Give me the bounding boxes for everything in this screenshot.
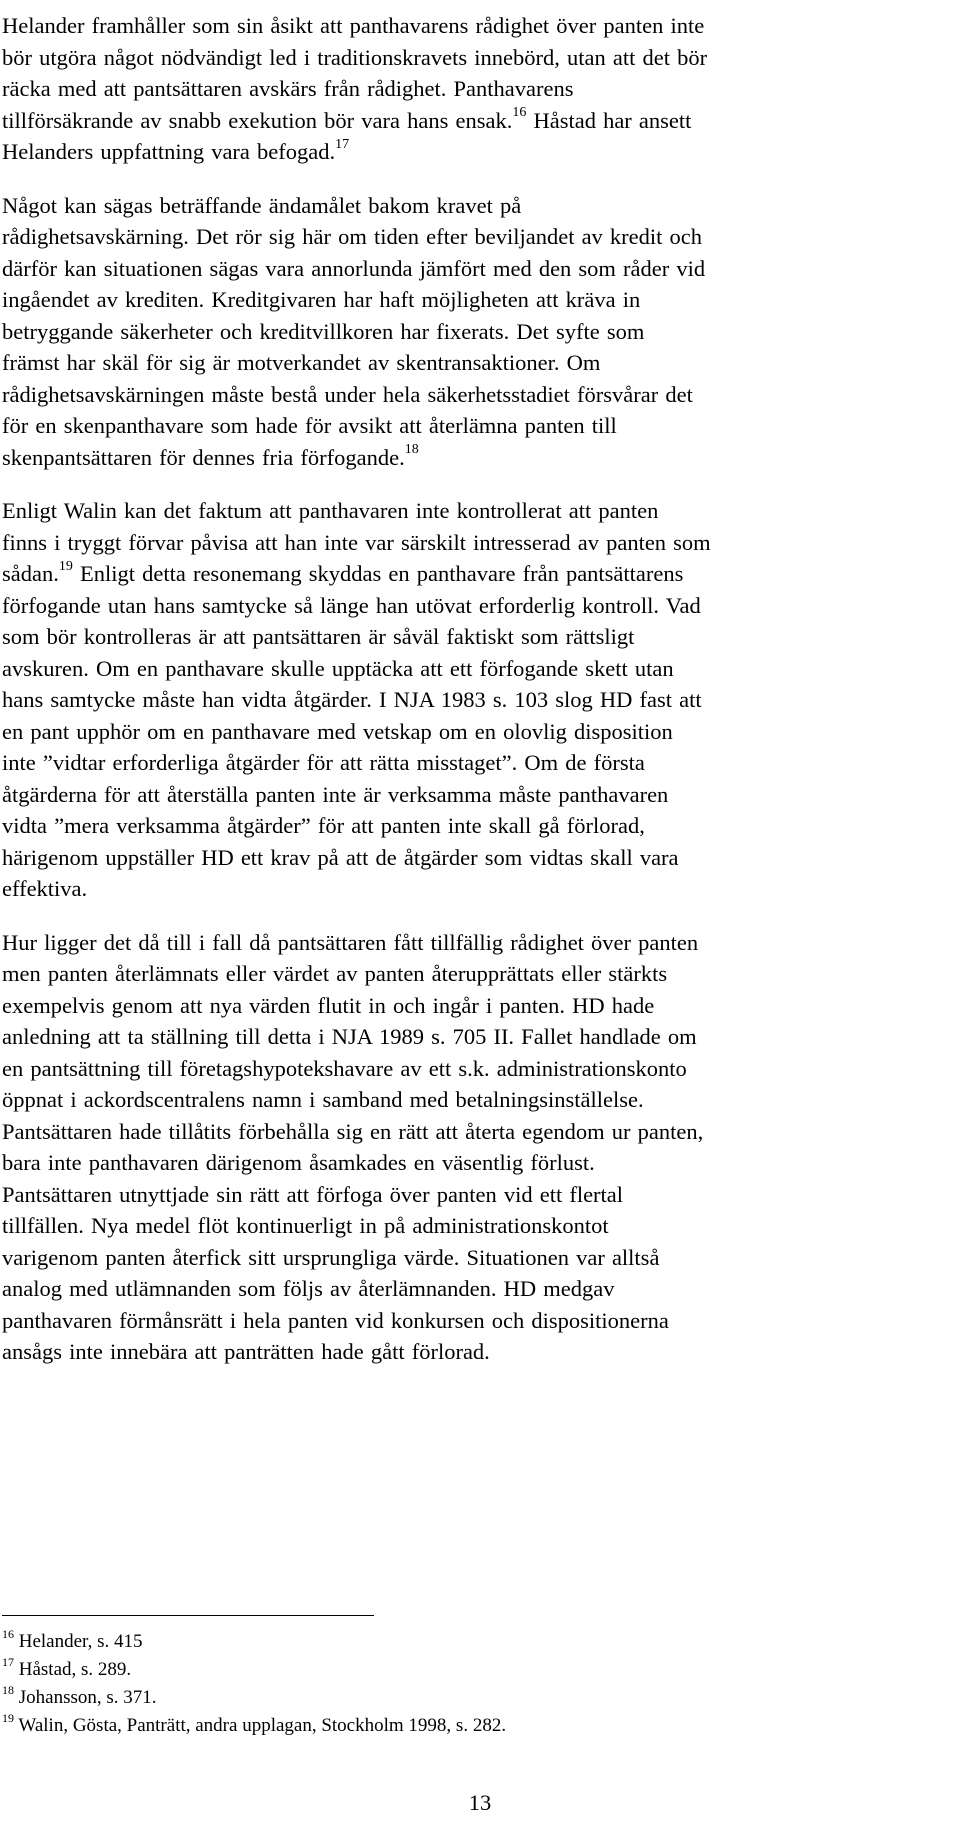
paragraph [2,927,952,1368]
paragraph [2,495,952,905]
line-text: analog med utlämnanden som följs av återlämnanden. HD medgav [2,1276,615,1301]
line-text: ansågs inte innebära att panträtten hade gått förlorad. [2,1339,490,1364]
paragraph [2,10,952,168]
text-line [2,1336,952,1368]
line-text: bara inte panthavaren därigenom åsamkades en väsentlig förlust. [2,1150,595,1175]
line-text: som bör kontrolleras är att pantsättaren är såväl faktiskt som rättsligt [2,624,635,649]
line-text: bör utgöra något nödvändigt led i traditionskravets innebörd, utan att det bör [2,44,708,70]
text-line [2,105,952,137]
text-line [2,253,952,285]
text-line [2,873,952,905]
text-line [2,495,952,527]
text-line [2,590,952,622]
text-line [2,716,952,748]
line-text: effektiva. [2,876,88,901]
footnotes [2,1628,506,1740]
line-text: Helanders uppfattning vara befogad. [2,139,336,164]
line-text: men panten återlämnats eller värdet av panten återupprättats eller stärkts [2,961,668,986]
text-line [2,842,952,874]
text-line [2,684,952,716]
line-text: ingåendet av krediten. Kreditgivaren har haft möjligheten att kräva in [2,287,641,312]
footnote-reference[interactable]: 18 [404,442,419,457]
footnote-reference[interactable]: 17 [335,136,350,152]
footnote-separator [2,1615,374,1616]
line-text: för en skenpanthavare som hade för avsikt att återlämna panten till [2,413,617,438]
text-line [2,1242,952,1274]
line-text: förfogande utan hans samtycke så länge han utövat erforderlig kontroll. Vad [2,592,701,618]
text-line [2,1305,952,1337]
footnote-text: Johansson, s. 371. [18,1687,157,1708]
footnote-item [2,1656,506,1684]
line-text: Hur ligger det då till i fall då pantsättaren fått tillfällig rådighet över panten [2,929,699,955]
text-line [2,347,952,379]
line-text: panthavaren förmånsrätt i hela panten vid konkursen och dispositionerna [2,1307,669,1333]
footnote-number: 17 [2,1654,14,1669]
footnote-number: 16 [2,1626,14,1641]
line-text: Pantsättaren utnyttjade sin rätt att förfoga över panten vid ett flertal [2,1181,624,1207]
text-line [2,442,952,474]
text-line [2,379,952,411]
line-text: en pant upphör om en panthavare med vetskap om en olovlig disposition [2,718,673,744]
footnote-text: Walin, Gösta, Panträtt, andra upplagan, Stockholm 1998, s. 282. [18,1715,507,1736]
line-text: betryggande säkerheter och kreditvillkoren har fixerats. Det syfte som [2,318,645,344]
line-text: Enligt Walin kan det faktum att panthavaren inte kontrollerat att panten [2,498,659,523]
footnote-item [2,1628,506,1656]
line-text: rådighetsavskärningen måste bestå under hela säkerhetsstadiet försvårar det [2,381,693,407]
text-line [2,779,952,811]
text-line [2,10,952,42]
line-text: finns i tryggt förvar påvisa att han inte var särskilt intresserad av panten som [2,529,711,555]
footnote-number: 18 [2,1682,14,1697]
text-line [2,73,952,105]
text-line [2,958,952,990]
text-line [2,1053,952,1085]
text-line [2,221,952,253]
text-line [2,1084,952,1116]
text-line [2,621,952,653]
line-text: inte ”vidtar erforderliga åtgärder för att rätta misstaget”. Om de första [2,750,645,775]
line-text: tillförsäkrande av snabb exekution bör vara hans ensak. [2,107,513,133]
footnote-item [2,1684,506,1712]
text-line [2,1147,952,1179]
line-text: vidta ”mera verksamma åtgärder” för att panten inte skall gå förlorad, [2,813,645,838]
line-text: sådan. [2,561,59,586]
line-text: Något kan sägas beträffande ändamålet bakom kravet på [2,192,522,218]
text-line [2,527,952,559]
line-text: anledning att ta ställning till detta i NJA 1989 s. 705 II. Fallet handlade om [2,1024,697,1049]
line-text: varigenom panten återfick sitt ursprungliga värde. Situationen var alltså [2,1244,660,1270]
text-line [2,558,952,590]
line-text: rådighetsavskärning. Det rör sig här om tiden efter beviljandet av kredit och [2,224,703,249]
text-line [2,410,952,442]
text-line [2,1021,952,1053]
text-line [2,1116,952,1148]
text-line [2,284,952,316]
page-number: 13 [468,1790,492,1815]
line-text-after: Enligt detta resonemang skyddas en panthavare från pantsättarens [72,561,684,586]
text-line [2,136,952,168]
footnote-number: 19 [2,1710,14,1725]
text-line [2,316,952,348]
text-line [2,1210,952,1242]
line-text: avskuren. Om en panthavare skulle upptäcka att ett förfogande skett utan [2,655,674,681]
text-line [2,990,952,1022]
text-line [2,1179,952,1211]
line-text-after: Håstad har ansett [526,107,692,133]
text-line [2,1273,952,1305]
text-line [2,42,952,74]
footnote-reference[interactable]: 19 [58,558,73,574]
text-line [2,927,952,959]
line-text: exempelvis genom att nya värden flutit in och ingår i panten. HD hade [2,992,655,1018]
footnote-item [2,1712,506,1740]
body-text [2,10,960,1368]
line-text: skenpantsättaren för dennes fria förfogande. [2,444,405,470]
line-text: tillfällen. Nya medel flöt kontinuerligt in på administrationskontot [2,1213,609,1238]
line-text: öppnat i ackordscentralens namn i samband med betalningsinställelse. [2,1087,644,1112]
line-text: främst har skäl för sig är motverkandet av skentransaktioner. Om [2,350,601,375]
line-text: åtgärderna för att återställa panten inte är verksamma måste panthavaren [2,781,669,807]
footnote-text: Håstad, s. 289. [18,1659,132,1680]
line-text: räcka med att pantsättaren avskärs från rådighet. Panthavarens [2,76,574,101]
text-line [2,190,952,222]
line-text: Helander framhåller som sin åsikt att panthavarens rådighet över panten inte [2,13,705,38]
line-text: härigenom uppställer HD ett krav på att de åtgärder som vidtas skall vara [2,844,679,870]
line-text: hans samtycke måste han vidta åtgärder. I NJA 1983 s. 103 slog HD fast att [2,687,702,712]
text-line [2,653,952,685]
footnote-text: Helander, s. 415 [18,1631,143,1652]
text-line [2,747,952,779]
line-text: en pantsättning till företagshypotekshavare av ett s.k. administrationskonto [2,1055,687,1081]
line-text: Pantsättaren hade tillåtits förbehålla sig en rätt att återta egendom ur panten, [2,1118,704,1144]
text-line [2,810,952,842]
paragraph [2,190,952,474]
footnote-reference[interactable]: 16 [512,105,527,120]
line-text: därför kan situationen sägas vara annorlunda jämfört med den som råder vid [2,255,706,281]
